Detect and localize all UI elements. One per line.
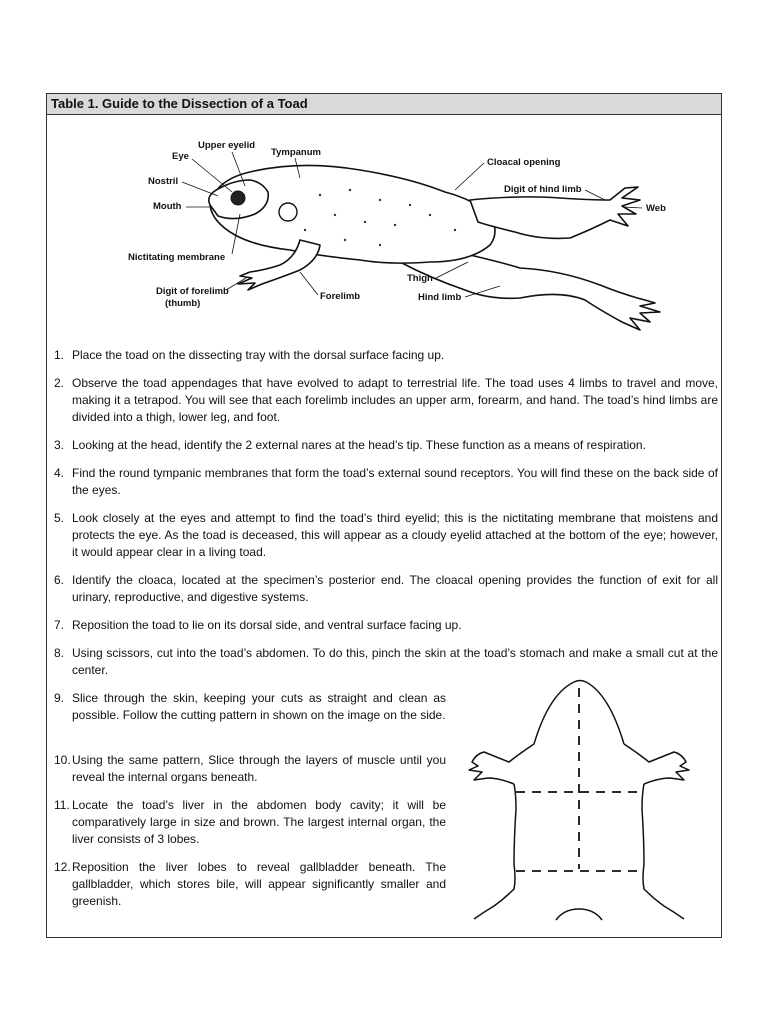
label-eye: Eye	[172, 151, 189, 162]
step-number: 11.	[54, 798, 70, 812]
label-nictitating-membrane: Nictitating membrane	[128, 252, 226, 263]
step-text: Slice through the skin, keeping your cuts as straight and clean as possible. Follow the cutting pattern in shown on the image on the side.	[72, 691, 446, 722]
step-text: Observe the toad appendages that have evolved to adapt to terrestrial life. The toad uses 4 limbs to travel and move, making it a tetrapod. You will see that each forelimb includes an upper arm, forearm, and hand. The toad’s hind limbs are divided into a thigh, lower leg, and foot.	[72, 376, 718, 424]
step-number: 7.	[54, 618, 65, 632]
label-digit-forelimb-thumb: (thumb)	[165, 298, 201, 309]
step-text: Using the same pattern, Slice through the layers of muscle until you reveal the internal organs beneath.	[72, 753, 446, 784]
step-text: Looking at the head, identify the 2 external nares at the head’s tip. These function as a means of respiration.	[72, 438, 646, 452]
label-forelimb: Forelimb	[320, 291, 361, 302]
step-text: Look closely at the eyes and attempt to find the toad’s third eyelid; this is the nictitating membrane that moistens and protects the eye. As the toad is deceased, this will appear as a cloudy eyelid attached at the bottom of the eye; however, it would appear clear in a living toad.	[72, 511, 718, 559]
label-thigh: Thigh	[407, 273, 433, 284]
step-text: Identify the cloaca, located at the specimen’s posterior end. The cloacal opening provides the function of exit for all urinary, reproductive, and digestive systems.	[72, 573, 718, 604]
label-cloacal-opening: Cloacal opening	[487, 157, 561, 168]
step-number: 4.	[54, 466, 65, 480]
step-4	[54, 465, 718, 499]
step-text: Locate the toad’s liver in the abdomen body cavity; it will be comparatively large in size and brown. The largest internal organ, the liver consists of 3 lobes.	[72, 798, 446, 846]
step-10	[54, 752, 446, 786]
step-number: 12.	[54, 860, 71, 874]
label-hind-limb: Hind limb	[418, 292, 462, 303]
step-12	[54, 859, 446, 910]
step-number: 3.	[54, 438, 65, 452]
step-5	[54, 510, 718, 561]
label-mouth: Mouth	[153, 201, 182, 212]
step-number: 5.	[54, 511, 65, 525]
step-text: Find the round tympanic membranes that form the toad’s external sound receptors. You will find these on the back side of the eyes.	[72, 466, 718, 497]
step-6	[54, 572, 718, 606]
step-number: 2.	[54, 376, 65, 390]
step-text: Place the toad on the dissecting tray with the dorsal surface facing up.	[72, 348, 445, 362]
step-2	[54, 375, 718, 426]
step-number: 6.	[54, 573, 65, 587]
step-9	[54, 690, 446, 724]
label-tympanum: Tympanum	[271, 147, 321, 158]
label-upper-eyelid: Upper eyelid	[198, 140, 256, 151]
step-1	[54, 347, 718, 364]
table-title: Table 1. Guide to the Dissection of a Toad	[47, 94, 721, 115]
label-digit-hind-limb: Digit of hind limb	[504, 184, 582, 195]
toad-side-view-illustration	[0, 0, 768, 345]
step-text: Using scissors, cut into the toad’s abdomen. To do this, pinch the skin at the toad’s stomach and make a small cut at the center.	[72, 646, 718, 677]
label-digit-forelimb: Digit of forelimb	[156, 286, 229, 297]
step-number: 10.	[54, 753, 71, 767]
cutting-pattern-illustration	[464, 674, 694, 924]
step-number: 9.	[54, 691, 65, 705]
step-3	[54, 437, 718, 454]
step-11	[54, 797, 446, 848]
label-nostril: Nostril	[148, 176, 179, 187]
step-text: Reposition the toad to lie on its dorsal side, and ventral surface facing up.	[72, 618, 462, 632]
step-7	[54, 617, 718, 634]
label-web: Web	[646, 203, 666, 214]
step-number: 8.	[54, 646, 65, 660]
step-number: 1.	[54, 348, 65, 362]
step-text: Reposition the liver lobes to reveal gallbladder beneath. The gallbladder, which stores bile, will appear significantly smaller and greenish.	[72, 860, 446, 908]
